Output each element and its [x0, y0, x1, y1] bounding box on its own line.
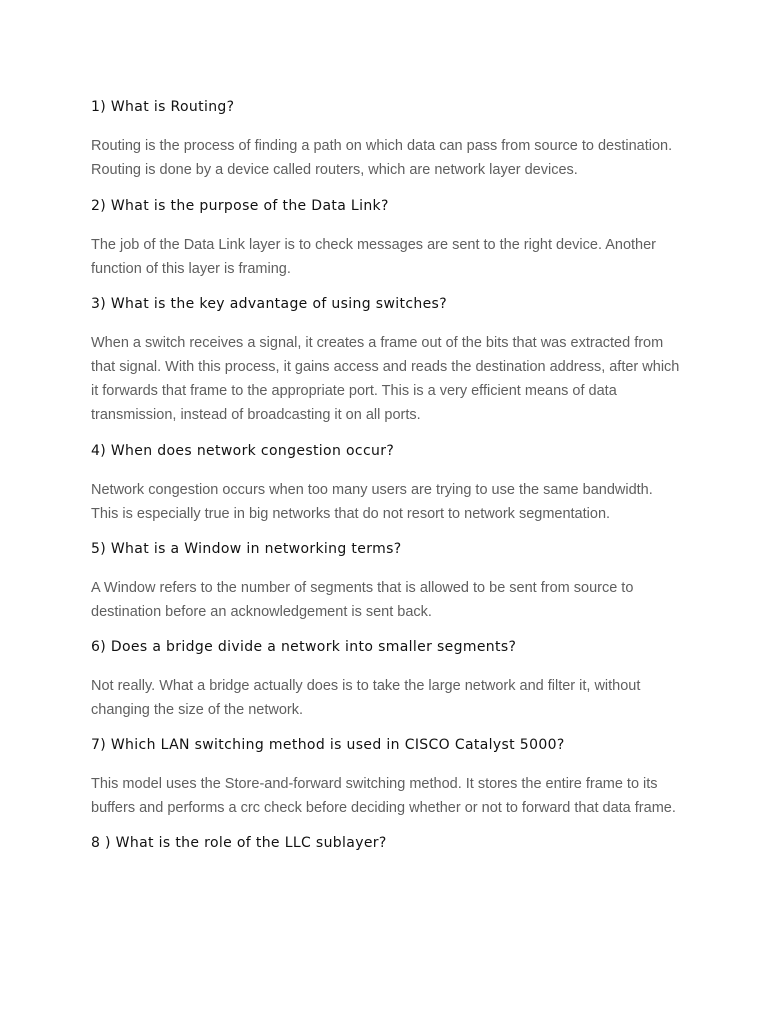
answer-line: changing the size of the network.: [91, 702, 303, 718]
answer-line: When a switch receives a signal, it creates a frame out of the bits that was extracted from: [91, 335, 664, 351]
question-heading: 6) Does a bridge divide a network into smaller segments?: [91, 639, 517, 655]
qa-item-congestion: [91, 442, 691, 526]
question-heading: 1) What is Routing?: [91, 99, 235, 115]
qa-item-lan-switching: [91, 736, 691, 820]
question-heading: 5) What is a Window in networking terms?: [91, 541, 402, 557]
qa-item-window: [91, 540, 691, 624]
question-heading: 8 ) What is the role of the LLC sublayer?: [91, 835, 387, 851]
answer-paragraph: [91, 674, 691, 722]
qa-item-switches: [91, 295, 691, 427]
qa-item-routing: [91, 98, 691, 182]
answer-paragraph: [91, 772, 691, 820]
answer-line: it forwards that frame to the appropriate port. This is a very efficient means of data: [91, 383, 617, 399]
answer-paragraph: [91, 478, 691, 526]
question-heading: 2) What is the purpose of the Data Link?: [91, 198, 389, 214]
answer-paragraph: [91, 134, 691, 182]
answer-paragraph: [91, 576, 691, 624]
qa-item-llc: [91, 834, 691, 852]
answer-line: buffers and performs a crc check before deciding whether or not to forward that data frame.: [91, 800, 676, 816]
answer-line: A Window refers to the number of segments that is allowed to be sent from source to: [91, 580, 634, 596]
answer-paragraph: [91, 233, 691, 281]
answer-line: Network congestion occurs when too many users are trying to use the same bandwidth.: [91, 482, 653, 498]
question-heading: 3) What is the key advantage of using switches?: [91, 296, 447, 312]
question-heading: 4) When does network congestion occur?: [91, 443, 395, 459]
answer-line: Not really. What a bridge actually does is to take the large network and filter it, without: [91, 678, 641, 694]
answer-line: This is especially true in big networks that do not resort to network segmentation.: [91, 506, 611, 522]
answer-line: function of this layer is framing.: [91, 261, 291, 277]
answer-line: destination before an acknowledgement is sent back.: [91, 604, 432, 620]
answer-line: Routing is the process of finding a path on which data can pass from source to destination.: [91, 138, 673, 154]
question-heading: 7) Which LAN switching method is used in CISCO Catalyst 5000?: [91, 737, 565, 753]
answer-line: The job of the Data Link layer is to check messages are sent to the right device. Another: [91, 237, 657, 253]
answer-line: This model uses the Store-and-forward switching method. It stores the entire frame to its: [91, 776, 658, 792]
answer-line: transmission, instead of broadcasting it on all ports.: [91, 407, 421, 423]
answer-line: Routing is done by a device called routers, which are network layer devices.: [91, 162, 578, 178]
qa-item-bridge: [91, 638, 691, 722]
answer-line: that signal. With this process, it gains access and reads the destination address, after which: [91, 359, 680, 375]
qa-item-data-link: [91, 197, 691, 281]
answer-paragraph: [91, 331, 691, 427]
